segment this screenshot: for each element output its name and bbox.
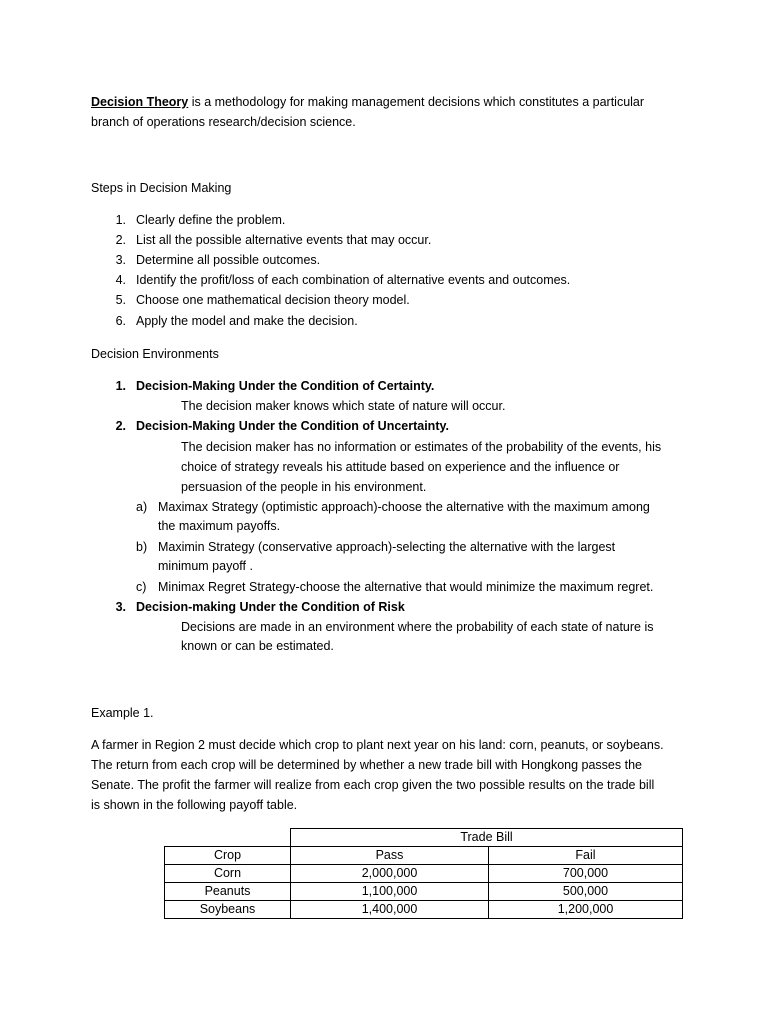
table-row: Peanuts 1,100,000 500,000	[165, 883, 683, 901]
example-heading: Example 1.	[91, 706, 154, 720]
risk-title: Decision-making Under the Condition of Risk	[136, 600, 405, 614]
intro-line-2: branch of operations research/decision science.	[91, 115, 356, 129]
steps-heading: Steps in Decision Making	[91, 181, 232, 195]
risk-desc-2: known or can be estimated.	[181, 639, 334, 653]
uncertainty-desc-2: choice of strategy reveals his attitude based on experience and the influence or	[181, 460, 620, 474]
payoff-table	[164, 828, 683, 919]
decision-theory-term: Decision Theory	[91, 95, 189, 109]
risk-desc-1: Decisions are made in an environment where the probability of each state of nature is	[181, 620, 654, 634]
certainty-title: Decision-Making Under the Condition of Certainty.	[136, 379, 435, 393]
table-row: Soybeans 1,400,000 1,200,000	[165, 901, 683, 919]
column-header: Pass	[291, 847, 489, 865]
column-header: Crop	[165, 847, 291, 865]
table-row: Corn 2,000,000 700,000	[165, 865, 683, 883]
table-header-row	[165, 847, 683, 865]
certainty-desc: The decision maker knows which state of nature will occur.	[181, 399, 506, 413]
column-header: Fail	[489, 847, 683, 865]
table-group-header-row	[165, 829, 683, 847]
intro-line-1: Decision Theory is a methodology for making management decisions which constitutes a particular	[91, 95, 645, 109]
trade-bill-header: Trade Bill	[291, 829, 683, 847]
uncertainty-desc-3: persuasion of the people in his environment.	[181, 480, 427, 494]
uncertainty-desc-1: The decision maker has no information or estimates of the probability of the events, his	[181, 440, 662, 454]
uncertainty-title: Decision-Making Under the Condition of Uncertainty.	[136, 419, 449, 433]
environments-heading: Decision Environments	[91, 347, 219, 361]
